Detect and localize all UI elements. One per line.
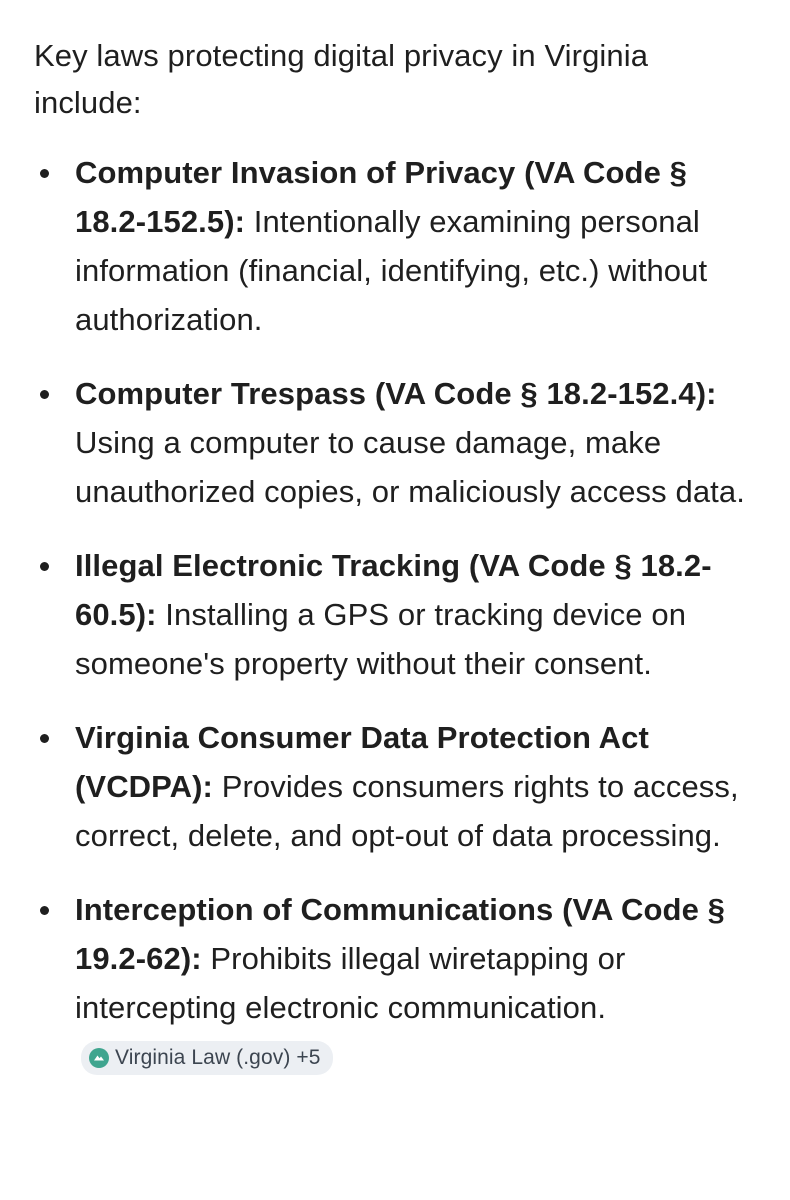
bullet-icon — [40, 562, 49, 571]
bullet-icon — [40, 169, 49, 178]
list-item — [34, 713, 756, 860]
law-description: Prohibits illegal wiretapping or intercepting electronic communication. — [75, 941, 626, 1025]
law-title: Interception of Communications (VA Code § 19.2-62): — [75, 892, 725, 976]
law-description: Provides consumers rights to access, correct, delete, and opt-out of data processing. — [75, 769, 739, 853]
law-title: Illegal Electronic Tracking (VA Code § 18.2-60.5): — [75, 548, 712, 632]
law-list — [34, 148, 756, 1081]
law-description: Using a computer to cause damage, make unauthorized copies, or maliciously access data. — [75, 425, 745, 509]
bullet-icon — [40, 734, 49, 743]
list-item — [34, 369, 756, 516]
law-description: Installing a GPS or tracking device on someone's property without their consent. — [75, 597, 687, 681]
list-item — [34, 885, 756, 1081]
source-chip-label: Virginia Law (.gov) +5 — [115, 1046, 321, 1069]
source-chip-button[interactable] — [81, 1041, 333, 1075]
law-title: Virginia Consumer Data Protection Act (VCDPA): — [75, 720, 649, 804]
bullet-icon — [40, 390, 49, 399]
list-item — [34, 541, 756, 688]
law-title: Computer Trespass (VA Code § 18.2-152.4): — [75, 376, 717, 411]
law-description: Intentionally examining personal information (financial, identifying, etc.) without authorization. — [75, 204, 708, 337]
bullet-icon — [40, 906, 49, 915]
source-site-icon — [89, 1048, 109, 1068]
intro-text: Key laws protecting digital privacy in Virginia include: — [34, 38, 649, 120]
list-item — [34, 148, 756, 344]
law-title: Computer Invasion of Privacy (VA Code § 18.2-152.5): — [75, 155, 687, 239]
